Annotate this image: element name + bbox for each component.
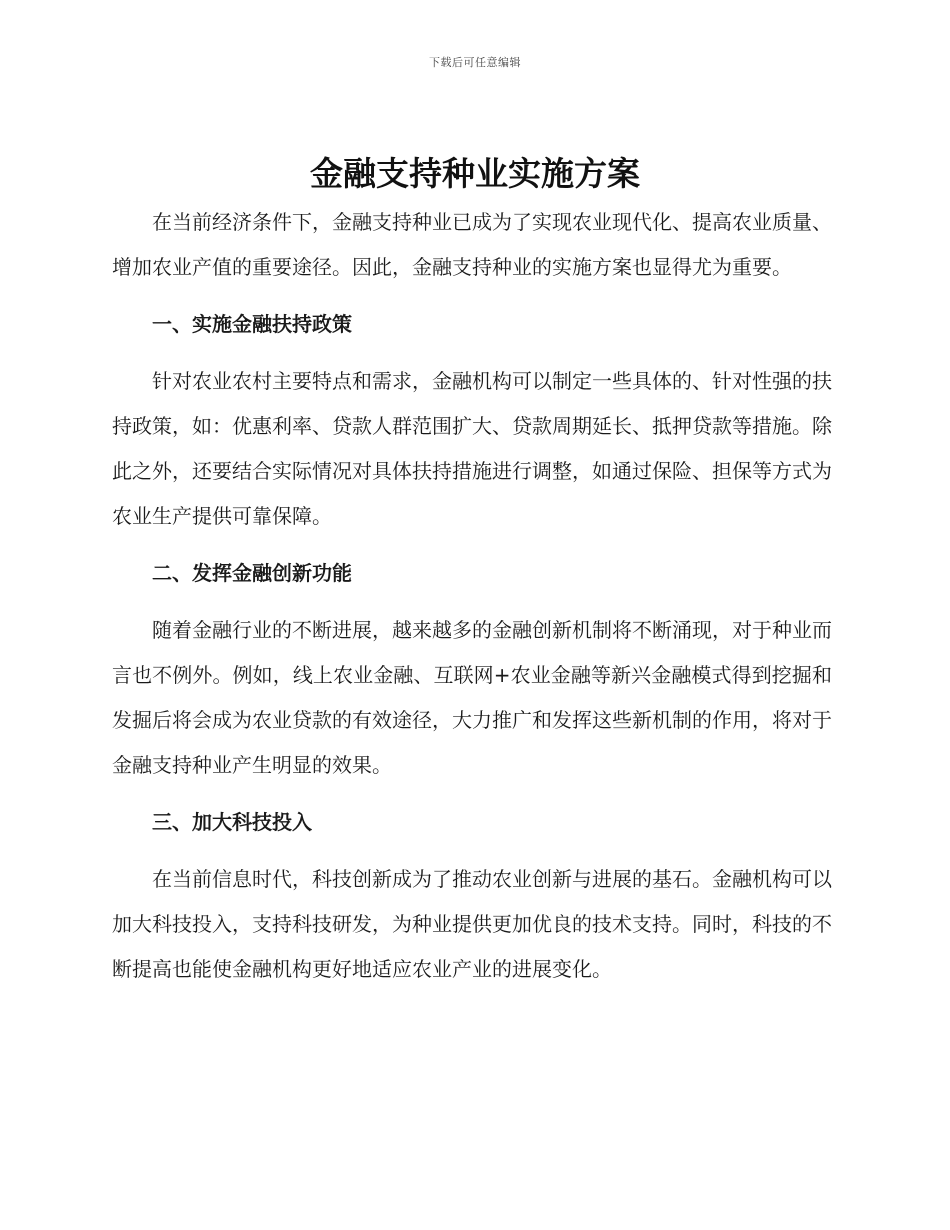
section-3 <box>112 800 832 992</box>
document-title: 金融支持种业实施方案 <box>310 154 640 193</box>
intro-paragraph: 在当前经济条件下，金融支持种业已成为了实现农业现代化、提高农业质量、增加农业产值的重要途径。因此，金融支持种业的实施方案也显得尤为重要。 <box>112 210 832 279</box>
section-paragraph: 在当前信息时代，科技创新成为了推动农业创新与进展的基石。金融机构可以加大科技投入，支持科技研发，为种业提供更加优良的技术支持。同时，科技的不断提高也能使金融机构更好地适应农业产业的进展变化。 <box>112 867 832 981</box>
section-heading: 一、实施金融扶持政策 <box>152 312 352 336</box>
section-heading: 二、发挥金融创新功能 <box>152 561 352 585</box>
section-1 <box>112 302 832 539</box>
page-header-note: 下载后可任意编辑 <box>429 56 521 69</box>
section-2 <box>112 551 832 788</box>
section-paragraph: 针对农业农村主要特点和需求，金融机构可以制定一些具体的、针对性强的扶持政策，如：优惠利率、贷款人群范围扩大、贷款周期延长、抵押贷款等措施。除此之外，还要结合实际情况对具体扶持措施进行调整，如通过保险、担保等方式为农业生产提供可靠保障。 <box>112 369 832 528</box>
document-body <box>112 200 832 992</box>
section-paragraph: 随着金融行业的不断进展，越来越多的金融创新机制将不断涌现，对于种业而言也不例外。例如，线上农业金融、互联网+农业金融等新兴金融模式得到挖掘和发掘后将会成为农业贷款的有效途径，大力推广和发挥这些新机制的作用，将对于金融支持种业产生明显的效果。 <box>112 618 832 777</box>
section-heading: 三、加大科技投入 <box>152 810 312 834</box>
